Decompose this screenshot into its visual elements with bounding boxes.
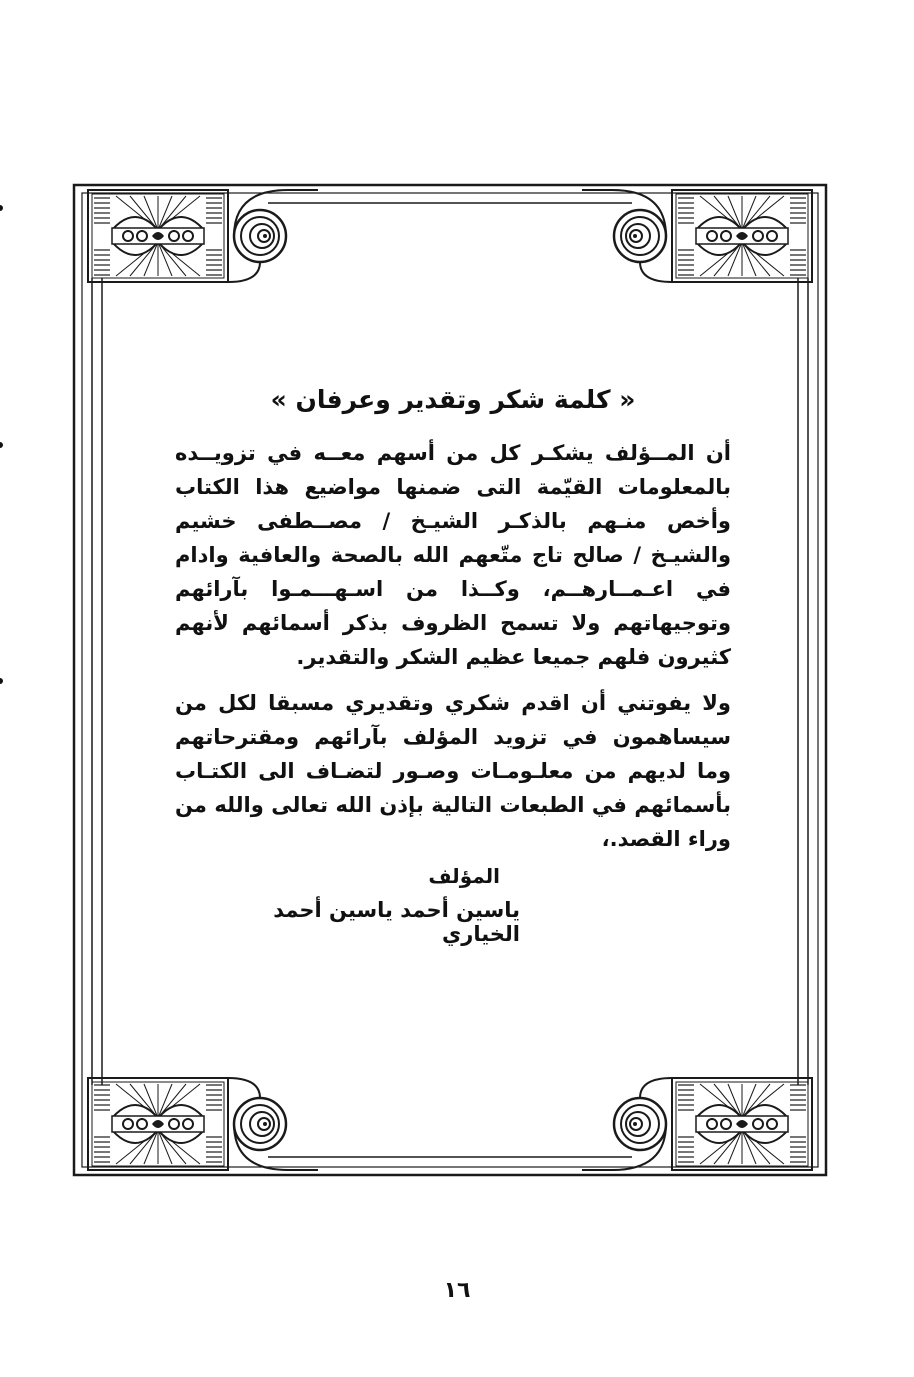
paragraph-acknowledgement: أن المــؤلف يشكـر كل من أسهم معــه في تزويــده بالمعلومات القيّمة التى ضمنها مواضيع هذا الكتاب وأخص منـهم بالذكـر الشيـخ / مصــطفى خشيم والشيـخ / صالح تاج متّعهم الله بالصحة والعافية وادام في اعـمــارهــم، وكــذا من اسـهـــمـوا بآرائهم وتوجيهاتهم ولا تسمح الظروف بذكر أسمائهم لأنهم كثيرون فلهم جميعا عظيم الشكر والتقدير.	[175, 441, 731, 669]
signature-name: ياسين أحمد ياسين أحمد الخياري	[273, 898, 520, 946]
corner-ornament-bottom-right	[582, 1078, 812, 1170]
paragraph-future-thanks: ولا يفوتني أن اقدم شكري وتقديري مسبقا لكل من سيساهمون في تزويد المؤلف بآرائهم ومقترحاتهم وما لديهم من معلـومـات وصـور لتضـاف الى الكتـاب بأسمائهم في الطبعات التالية بإذن الله تعالى والله من وراء القصد.،	[175, 691, 731, 851]
page-title: « كلمة شكر وتقدير وعرفان »	[270, 385, 636, 414]
document-body	[175, 385, 731, 856]
corner-ornament-bottom-left	[88, 1078, 318, 1170]
corner-ornament-top-left	[88, 190, 318, 282]
page-number: ١٦	[443, 1278, 471, 1303]
signature-role: المؤلف	[428, 864, 500, 888]
corner-ornament-top-right	[582, 190, 812, 282]
